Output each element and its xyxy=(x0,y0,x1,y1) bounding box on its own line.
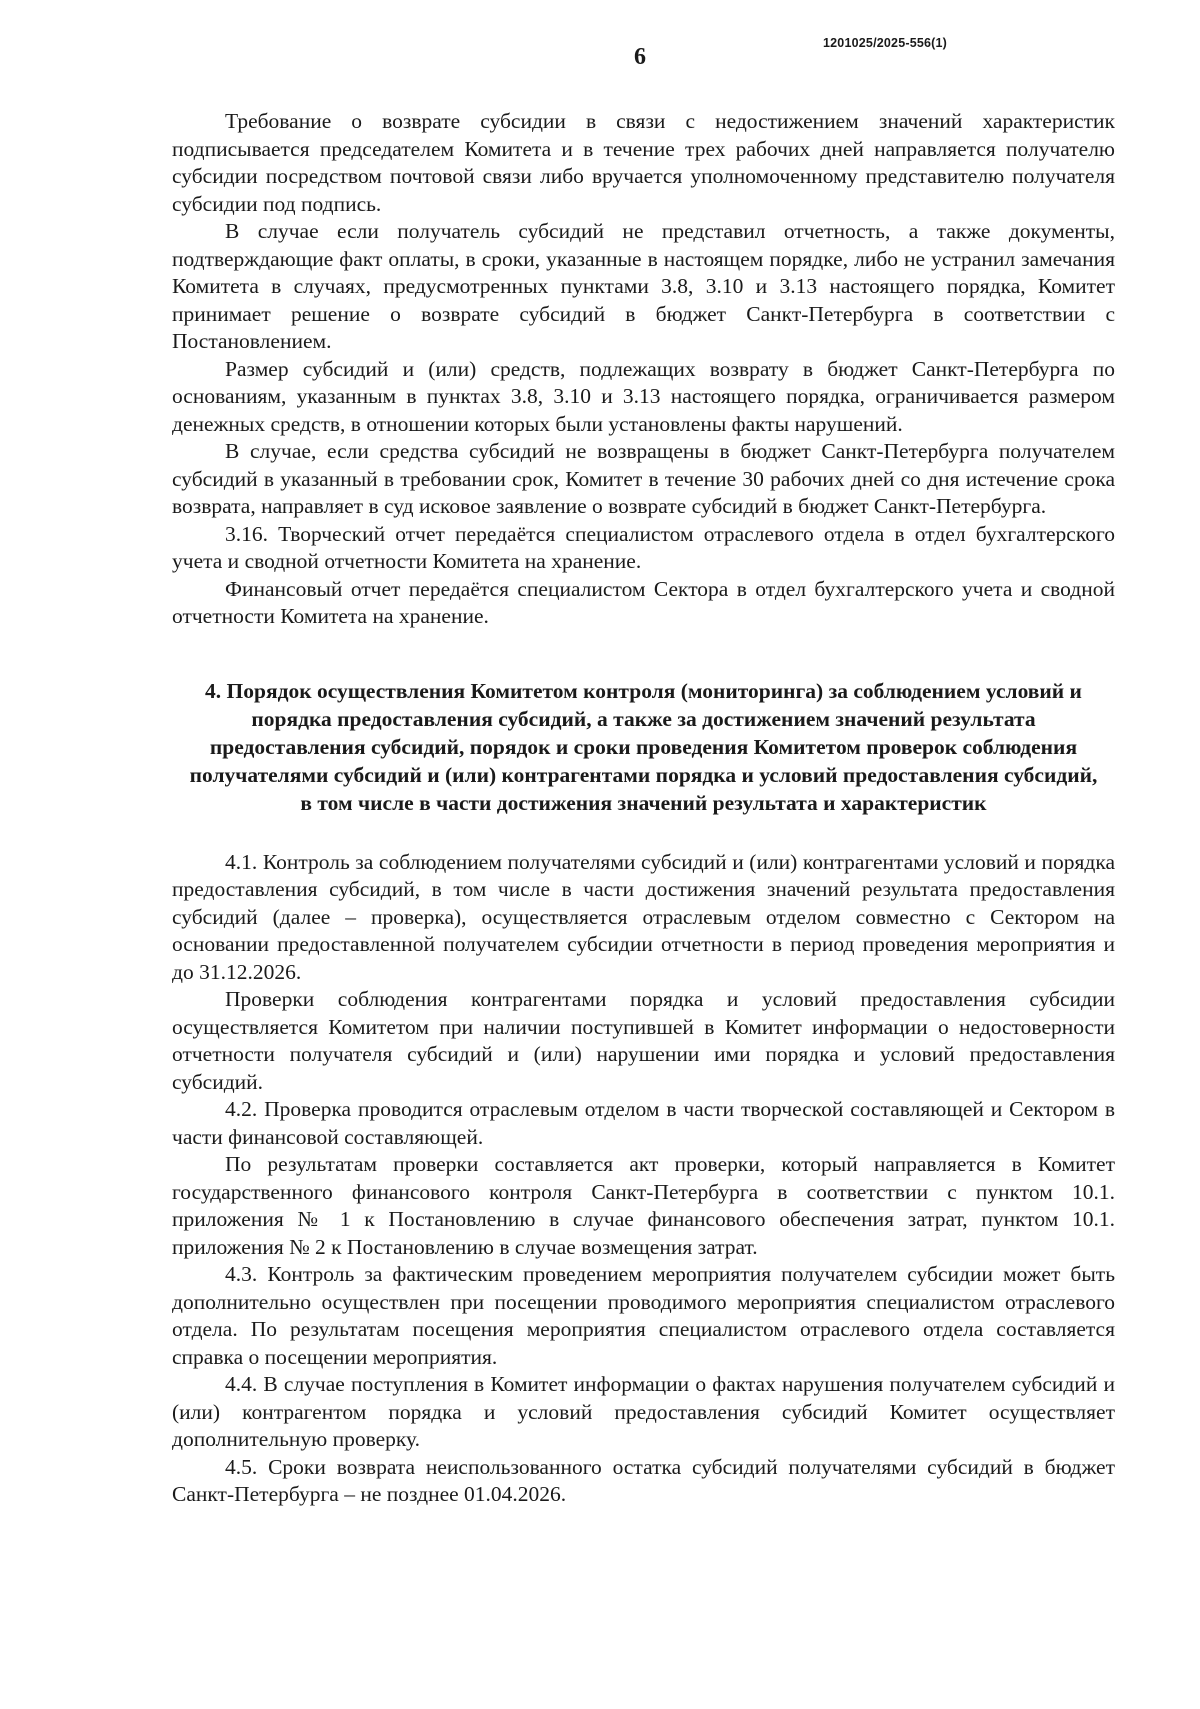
paragraph-refund-decision: В случае если получатель субсидий не представил отчетность, а также документы, подтверждающие факт оплаты, в сроки, указанные в настоящем порядке, либо не устранил замечания Комитета в случаях, предусмотренных пунктами 3.8, 3.10 и 3.13 настоящего порядка, Комитет принимает решение о возврате субсидий в бюджет Санкт-Петербурга в соответствии с Постановлением. xyxy=(172,219,1115,353)
paragraph-refund-amount: Размер субсидий и (или) средств, подлежащих возврату в бюджет Санкт-Петербурга по основаниям, указанным в пунктах 3.8, 3.10 и 3.13 настоящего порядка, ограничивается размером денежных средств, в отношении которых были установлены факты нарушений. xyxy=(172,356,1115,436)
paragraph-inspection-act: По результатам проверки составляется акт проверки, который направляется в Комитет государственного финансового контроля Санкт-Петербурга в соответствии с пунктом 10.1. приложения № 1 к Постановлению в случае финансового обеспечения затрат, пунктом 10.1. приложения № 2 к Постановлению в случае возмещения затрат. xyxy=(172,1152,1115,1259)
paragraph-4-5: 4.5. Сроки возврата неиспользованного остатка субсидий получателями субсидий в бюджет Санкт-Петербурга – не позднее 01.04.2026. xyxy=(172,1454,1115,1506)
paragraph-3-16: 3.16. Творческий отчет передаётся специалистом отраслевого отдела в отдел бухгалтерского учета и сводной отчетности Комитета на хранение. xyxy=(172,521,1115,573)
paragraph-4-4: 4.4. В случае поступления в Комитет информации о фактах нарушения получателем субсидий и (или) контрагентом порядка и условий предоставления субсидий Комитет осуществляет дополнительную проверку. xyxy=(172,1372,1115,1451)
page-number: 6 xyxy=(634,44,646,70)
section-4-heading: 4. Порядок осуществления Комитетом контроля (мониторинга) за соблюдением условий и порядка предоставления субсидий, а также за достижением значений результата предоставления субсидий, порядок и сроки проведения Комитетом проверок соблюдения получателями субсидий и (или) контрагентами порядка и условий предоставления субсидий, в том числе в части достижения значений результата и характеристик xyxy=(189,678,1098,815)
paragraph-4-2: 4.2. Проверка проводится отраслевым отделом в части творческой составляющей и Сектором в части финансовой составляющей. xyxy=(172,1097,1115,1149)
paragraph-contractor-checks: Проверки соблюдения контрагентами порядка и условий предоставления субсидии осуществляется Комитетом при наличии поступившей в Комитет информации о недостоверности отчетности получателя субсидий и (или) нарушении ими порядка и условий предоставления субсидий. xyxy=(172,987,1115,1094)
paragraph-court-claim: В случае, если средства субсидий не возвращены в бюджет Санкт-Петербурга получателем субсидий в указанный в требовании срок, Комитет в течение 30 рабочих дней со дня истечение срока возврата, направляет в суд исковое заявление о возврате субсидий в бюджет Санкт-Петербурга. xyxy=(172,439,1115,518)
document-body xyxy=(172,108,1115,1509)
document-code: 1201025/2025-556(1) xyxy=(823,36,948,50)
paragraph-4-1: 4.1. Контроль за соблюдением получателями субсидий и (или) контрагентами условий и порядка предоставления субсидий, в том числе в части достижения значений результата предоставления субсидий (далее – проверка), осуществляется отраслевым отделом совместно с Сектором на основании предоставленной получателем субсидии отчетности в период проведения мероприятия и до 31.12.2026. xyxy=(172,849,1115,984)
paragraph-financial-report: Финансовый отчет передаётся специалистом Сектора в отдел бухгалтерского учета и сводной отчетности Комитета на хранение. xyxy=(172,576,1115,628)
paragraph-4-3: 4.3. Контроль за фактическим проведением мероприятия получателем субсидии может быть дополнительно осуществлен при посещении проводимого мероприятия специалистом отраслевого отдела. По результатам посещения мероприятия специалистом отраслевого отдела составляется справка о посещении мероприятия. xyxy=(172,1262,1115,1369)
paragraph-refund-demand: Требование о возврате субсидии в связи с недостижением значений характеристик подписывается председателем Комитета и в течение трех рабочих дней направляется получателю субсидии посредством почтовой связи либо вручается уполномоченному представителю получателя субсидии под подпись. xyxy=(172,109,1115,216)
